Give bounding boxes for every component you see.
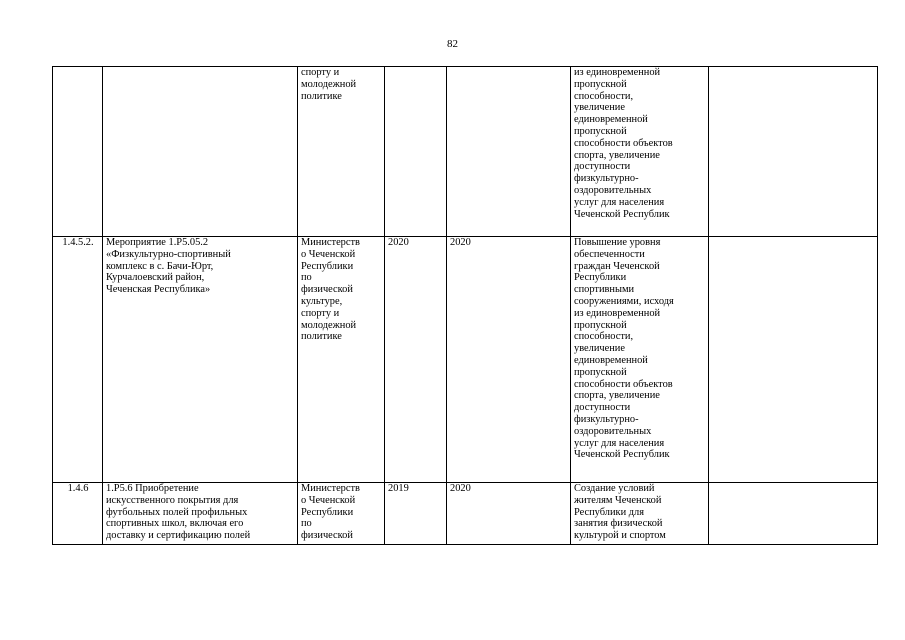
item-name-cell [103, 483, 298, 545]
item-number-cell: 1.4.6 [53, 483, 103, 545]
executor-line: Республики [301, 506, 354, 518]
start-year-cell: 2020 [385, 237, 447, 483]
expected-result-cell [571, 483, 709, 545]
executor-line: Республики [301, 260, 354, 272]
expected-result-line: способности, [574, 331, 634, 343]
end-year-cell: 2020 [447, 483, 571, 545]
expected-result-line: увеличение [574, 102, 625, 114]
expected-result-line: Повышение уровня [574, 237, 661, 248]
start-year-cell [385, 67, 447, 237]
item-name-line: доставку и сертификацию полей [106, 530, 251, 542]
expected-result-line: физкультурно- [574, 413, 639, 425]
expected-result-line: из единовременной [574, 307, 661, 319]
expected-result-cell [571, 67, 709, 237]
item-name-line: «Физкультурно-спортивный [106, 248, 231, 260]
expected-result-line: пропускной [574, 366, 627, 378]
table-row [53, 67, 878, 237]
item-name-line: Мероприятие 1.Р5.05.2 [106, 237, 209, 248]
end-year-cell [447, 67, 571, 237]
expected-result-line: пропускной [574, 125, 627, 137]
item-name-cell [103, 67, 298, 237]
expected-result-line: способности объектов [574, 137, 673, 149]
executor-line: физической [301, 284, 353, 296]
expected-result-line: единовременной [574, 354, 648, 366]
executor-cell [298, 237, 385, 483]
expected-result-line: спорта, увеличение [574, 149, 660, 161]
executor-line: о Чеченской [301, 494, 356, 506]
expected-result-line: физкультурно- [574, 173, 639, 185]
expected-result-line: услуг для населения [574, 196, 665, 208]
table-row [53, 483, 878, 545]
expected-result-line: спортивными [574, 284, 635, 296]
executor-line: спорту и [301, 67, 340, 78]
expected-result-line: способности, [574, 90, 634, 102]
item-number-cell: 1.4.5.2. [53, 237, 103, 483]
expected-result-line: пропускной [574, 319, 627, 331]
expected-result-line: доступности [574, 161, 631, 173]
executor-line: по [301, 272, 312, 284]
expected-result-line: из единовременной [574, 67, 661, 78]
executor-line: физической [301, 530, 353, 542]
table-row [53, 237, 878, 483]
expected-result-line: Создание условий [574, 483, 655, 494]
expected-result-line: культурой и спортом [574, 530, 666, 542]
indicator-cell [709, 237, 878, 483]
item-name-line: Курчалоевский район, [106, 272, 205, 284]
expected-result-line: услуг для населения [574, 437, 665, 449]
expected-result-line: граждан Чеченской [574, 260, 660, 272]
item-name-line: комплекс в с. Бачи-Юрт, [106, 260, 214, 272]
item-name-line: футбольных полей профильных [106, 506, 248, 518]
expected-result-line: пропускной [574, 78, 627, 90]
executor-cell [298, 483, 385, 545]
item-name-cell [103, 237, 298, 483]
expected-result-line: доступности [574, 402, 631, 414]
executor-line: культуре, [301, 295, 343, 307]
expected-result-line: Республики [574, 272, 627, 284]
executor-line: спорту и [301, 307, 340, 319]
executor-line: о Чеченской [301, 248, 356, 260]
activities-table [52, 66, 878, 545]
expected-result-line: единовременной [574, 114, 648, 126]
expected-result-line: оздоровительных [574, 425, 652, 437]
expected-result-line: спорта, увеличение [574, 390, 660, 402]
expected-result-line: занятия физической [574, 518, 663, 530]
executor-line: Министерств [301, 237, 360, 248]
executor-line: Министерств [301, 483, 360, 494]
expected-result-line: Республики для [574, 506, 644, 518]
expected-result-line: увеличение [574, 343, 625, 355]
executor-line: по [301, 518, 312, 530]
item-name-line: спортивных школ, включая его [106, 518, 244, 530]
indicator-cell [709, 483, 878, 545]
end-year-cell: 2020 [447, 237, 571, 483]
executor-line: молодежной [301, 319, 357, 331]
executor-cell [298, 67, 385, 237]
item-name-line: 1.Р5.6 Приобретение [106, 483, 199, 494]
expected-result-line: обеспеченности [574, 248, 645, 260]
expected-result-line: способности объектов [574, 378, 673, 390]
expected-result-line: оздоровительных [574, 184, 652, 196]
expected-result-line: Чеченской Республик [574, 449, 670, 461]
start-year-cell: 2019 [385, 483, 447, 545]
item-name-line: искусственного покрытия для [106, 494, 239, 506]
expected-result-cell [571, 237, 709, 483]
executor-line: политике [301, 331, 342, 343]
item-name-line: Чеченская Республика» [106, 284, 211, 296]
expected-result-line: сооружениями, исходя [574, 295, 674, 307]
executor-line: молодежной [301, 78, 357, 90]
item-number-cell [53, 67, 103, 237]
executor-line: политике [301, 90, 342, 102]
indicator-cell [709, 67, 878, 237]
expected-result-line: жителям Чеченской [574, 494, 662, 506]
page-number: 82 [447, 38, 458, 50]
expected-result-line: Чеченской Республик [574, 208, 670, 220]
